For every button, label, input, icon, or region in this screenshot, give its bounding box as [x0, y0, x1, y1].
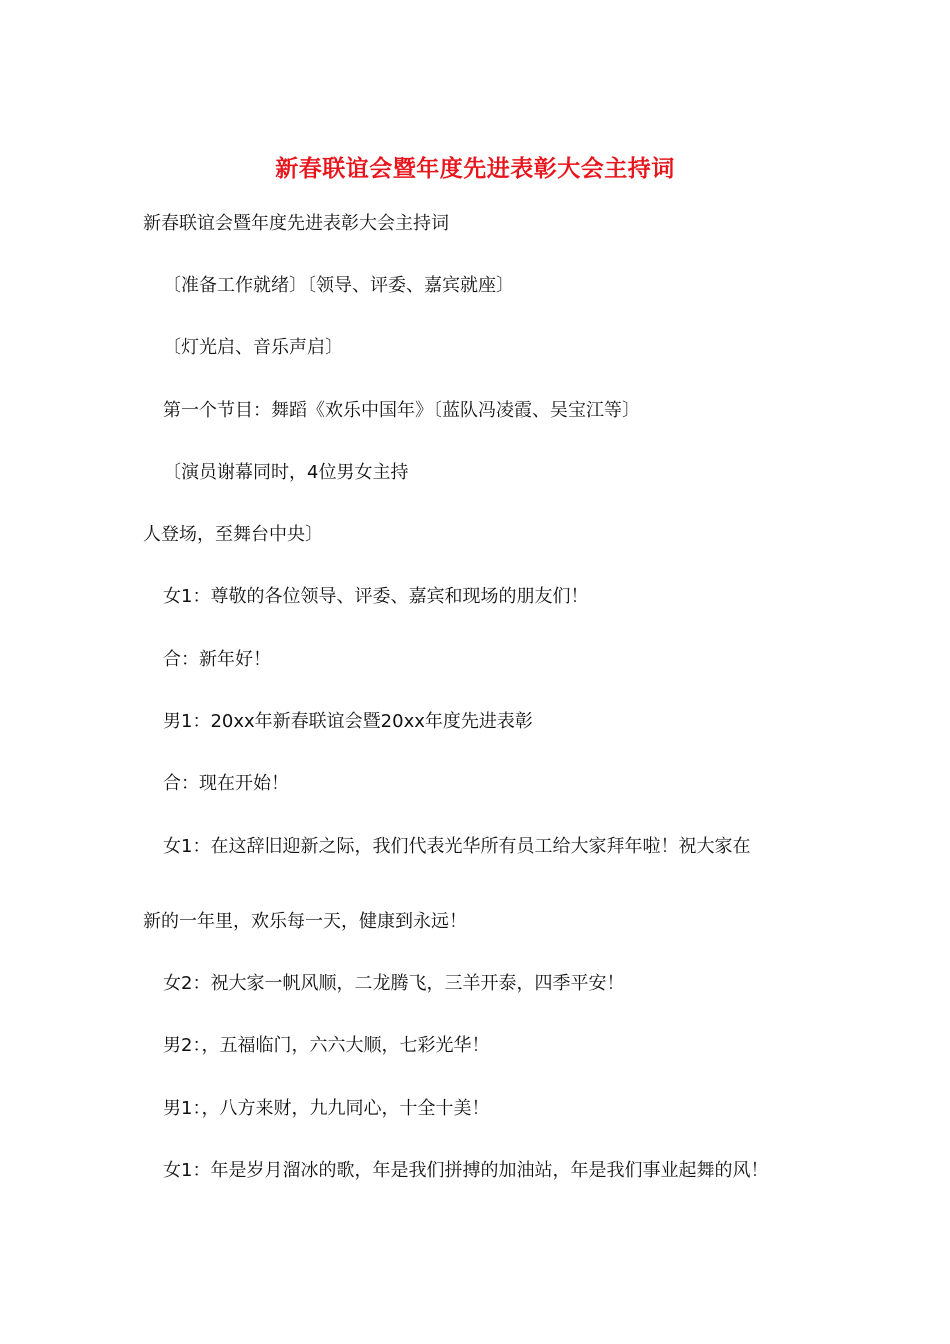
paragraph-line: 合：新年好！ — [163, 649, 271, 670]
paragraph-line: 男1：，八方来财，九九同心，十全十美！ — [163, 1098, 490, 1119]
document-title: 新春联谊会暨年度先进表彰大会主持词 — [275, 156, 675, 182]
paragraph-line: 〔灯光启、音乐声启〕 — [163, 337, 343, 358]
paragraph-line: 〔准备工作就绪〕〔领导、评委、嘉宾就座〕 — [163, 275, 514, 296]
paragraph-line: 女1：尊敬的各位领导、评委、嘉宾和现场的朋友们！ — [163, 586, 589, 607]
paragraph-line: 女1：年是岁月溜冰的歌，年是我们拼搏的加油站，年是我们事业起舞的风！ — [163, 1160, 769, 1181]
paragraph-line: 合：现在开始！ — [163, 773, 289, 794]
paragraph-line: 女1：在这辞旧迎新之际，我们代表光华所有员工给大家拜年啦！祝大家在 — [163, 836, 751, 857]
paragraph-line: 人登场，至舞台中央〕 — [143, 524, 323, 545]
paragraph-line: 男2：，五福临门，六六大顺，七彩光华！ — [163, 1035, 490, 1056]
paragraph-line: 新的一年里，欢乐每一天，健康到永远！ — [143, 911, 467, 932]
paragraph-line: 女2：祝大家一帆风顺，二龙腾飞，三羊开泰，四季平安！ — [163, 973, 625, 994]
paragraph-line: 男1：20xx年新春联谊会暨20xx年度先进表彰 — [163, 711, 533, 732]
paragraph-line: 〔演员谢幕同时，4位男女主持 — [163, 462, 409, 483]
paragraph-line: 新春联谊会暨年度先进表彰大会主持词 — [143, 213, 449, 234]
paragraph-line: 第一个节目：舞蹈《欢乐中国年》〔蓝队冯凌霞、吴宝江等〕 — [163, 400, 640, 421]
